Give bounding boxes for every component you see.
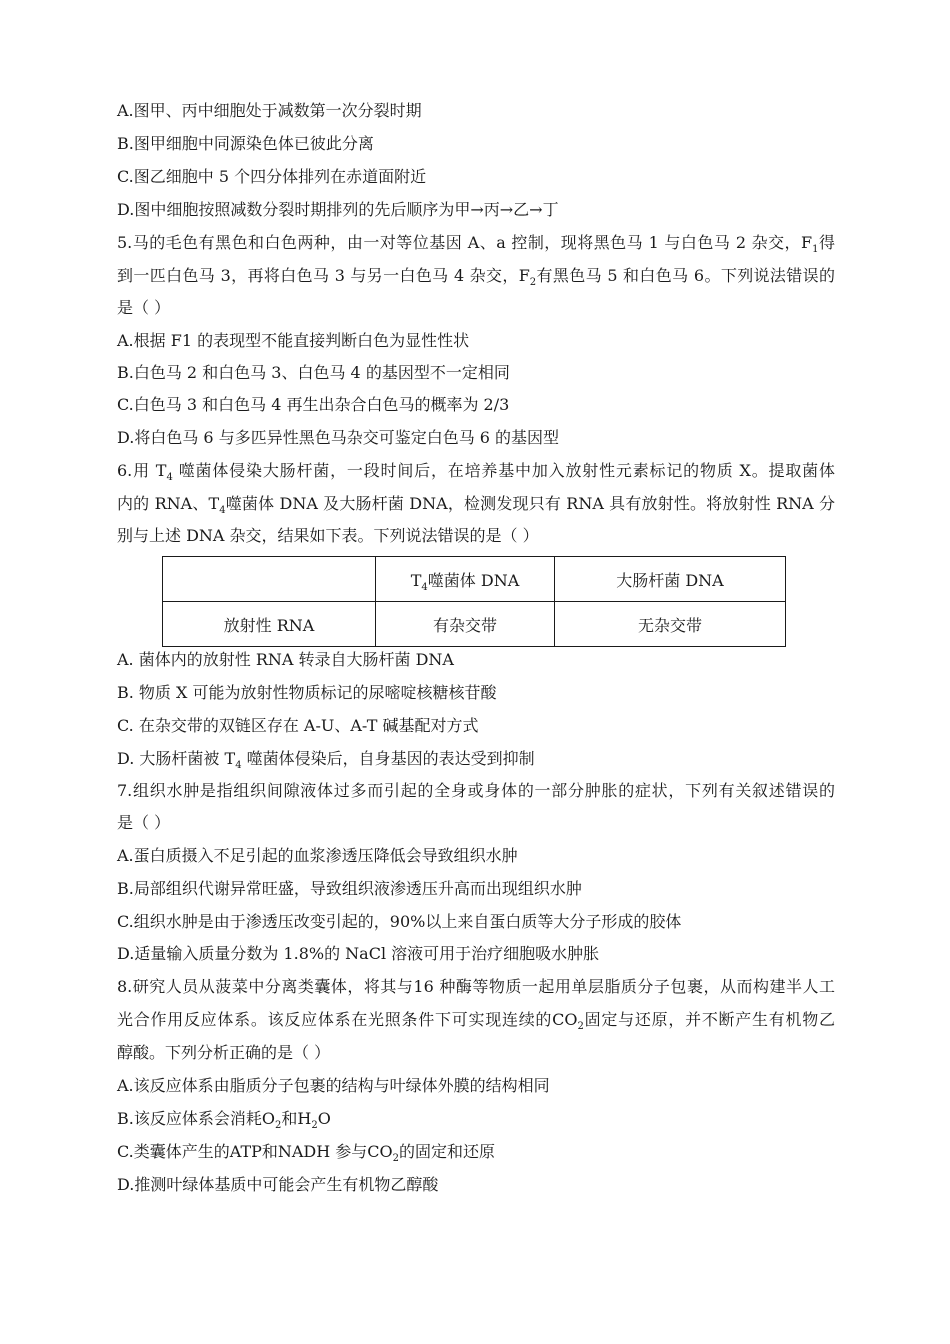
table-cell — [163, 557, 376, 602]
option-d: D.适量输入质量分数为 1.8%的 NaCl 溶液可用于治疗细胞吸水肿胀 — [117, 944, 600, 963]
question-5-line-3: 是（ ） — [117, 298, 171, 317]
question-6-line-2: 内的 RNA、$T_4$噬菌体 DNA 及大肠杆菌 DNA，检测发现只有 RNA 具有放射性。将放射性 RNA 分 — [117, 494, 835, 516]
option-c: C.白色马 3 和白色马 4 再生出杂合白色马的概率为 2/3 — [117, 395, 510, 414]
table-cell: 大肠杆菌 DNA — [555, 557, 786, 602]
question-6-line-3: 别与上述 DNA 杂交，结果如下表。下列说法错误的是（ ） — [117, 526, 539, 545]
option-a: A.蛋白质摄入不足引起的血浆渗透压降低会导致组织水肿 — [117, 846, 518, 865]
option-d: D.将白色马 6 与多匹异性黑色马杂交可鉴定白色马 6 的基因型 — [117, 428, 560, 447]
question-5-line-2: 到一匹白色马 3，再将白色马 3 与另一白色马 4 杂交，$F_2$有黑色马 5 和白色马 6。下列说法错误的 — [117, 266, 835, 288]
option-c: C. 在杂交带的双链区存在 A-U、A-T 碱基配对方式 — [117, 716, 479, 735]
option-b: B.白色马 2 和白色马 3、白色马 4 的基因型不一定相同 — [117, 363, 510, 382]
option-c: C.图乙细胞中 5 个四分体排列在赤道面附近 — [117, 167, 427, 186]
option-b: B.图甲细胞中同源染色体已彼此分离 — [117, 134, 374, 153]
option-b: B.该反应体系会消耗$O_2$和$H_2O$ — [117, 1109, 331, 1131]
option-d: D.图中细胞按照减数分裂时期排列的先后顺序为甲→丙→乙→丁 — [117, 200, 559, 219]
option-b: B. 物质 X 可能为放射性物质标记的尿嘧啶核糖核苷酸 — [117, 683, 497, 702]
table-header-row — [163, 557, 786, 602]
question-8-line-1: 8.研究人员从菠菜中分离类囊体，将其与16 种酶等物质一起用单层脂质分子包裹，从而构建半人工 — [117, 977, 835, 996]
option-a: A.图甲、丙中细胞处于减数第一次分裂时期 — [117, 101, 422, 120]
hybridization-table — [162, 556, 786, 647]
option-d: D. 大肠杆菌被 $T_4$ 噬菌体侵染后，自身基因的表达受到抑制 — [117, 749, 535, 771]
question-5-line-1: 5.马的毛色有黑色和白色两种，由一对等位基因 A、a 控制，现将黑色马 1 与白色马 2 杂交，$F_1$得 — [117, 233, 835, 255]
option-c: C.组织水肿是由于渗透压改变引起的，90%以上来自蛋白质等大分子形成的胶体 — [117, 912, 682, 931]
option-a: A.根据 F1 的表现型不能直接判断白色为显性性状 — [117, 331, 470, 350]
option-a: A. 菌体内的放射性 RNA 转录自大肠杆菌 DNA — [117, 650, 454, 669]
question-7-line-1: 7.组织水肿是指组织间隙液体过多而引起的全身或身体的一部分肿胀的症状，下列有关叙述错误的 — [117, 781, 835, 800]
question-8-line-2: 光合作用反应体系。该反应体系在光照条件下可实现连续的$CO_2$固定与还原，并不断产生有机物乙 — [117, 1010, 835, 1032]
question-7-line-2: 是（ ） — [117, 813, 171, 832]
option-a: A.该反应体系由脂质分子包裹的结构与叶绿体外膜的结构相同 — [117, 1076, 550, 1095]
table-cell: $T_4$噬菌体 DNA — [376, 557, 555, 602]
option-b: B.局部组织代谢异常旺盛，导致组织液渗透压升高而出现组织水肿 — [117, 879, 582, 898]
question-8-line-3: 醇酸。下列分析正确的是（ ） — [117, 1043, 331, 1062]
question-6-line-1: 6.用 $T_4$ 噬菌体侵染大肠杆菌，一段时间后，在培养基中加入放射性元素标记的物质 X。提取菌体 — [117, 461, 835, 483]
table-cell: 放射性 RNA — [163, 602, 376, 647]
table-row — [163, 602, 786, 647]
option-c: C.类囊体产生的ATP和NADH 参与$CO_2$的固定和还原 — [117, 1142, 496, 1164]
table-cell: 有杂交带 — [376, 602, 555, 647]
table-cell: 无杂交带 — [555, 602, 786, 647]
option-d: D.推测叶绿体基质中可能会产生有机物乙醇酸 — [117, 1175, 439, 1194]
